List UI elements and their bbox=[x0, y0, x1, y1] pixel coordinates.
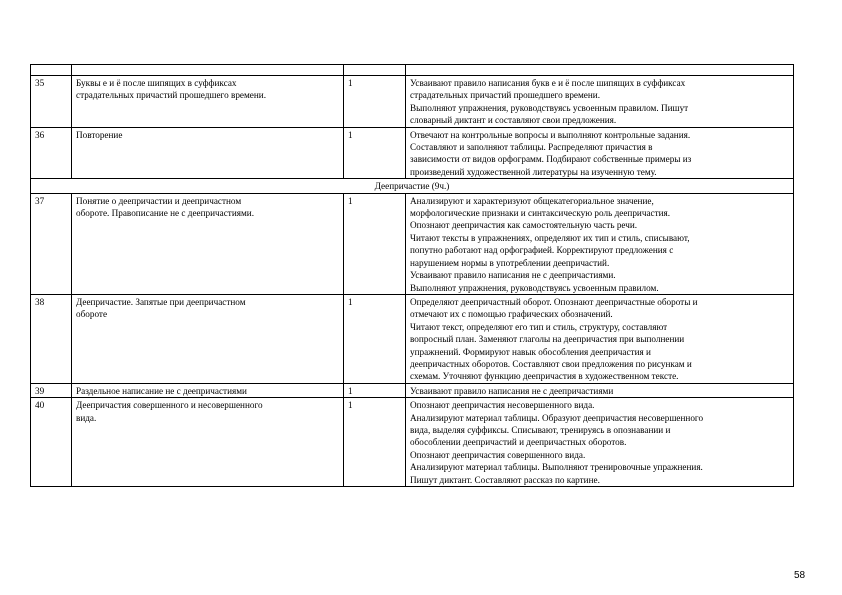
activity-line: Анализируют и характеризуют общекатегориальное значение, bbox=[410, 195, 654, 206]
activity-line: Усваивают правило написания не с деепричастиями bbox=[410, 385, 614, 396]
activity-line: Читают тексты в упражнениях, определяют их тип и стиль, списывают, bbox=[410, 232, 690, 243]
lesson-topic bbox=[72, 383, 344, 397]
activity-line: Опознают деепричастия как самостоятельную часть речи. bbox=[410, 220, 638, 231]
topic-line: Деепричастие. Запятые при деепричастном bbox=[76, 296, 246, 307]
activity-line: обособлении деепричастий и деепричастных оборотов. bbox=[410, 437, 627, 448]
lesson-row bbox=[31, 193, 794, 294]
activity-line: Читают текст, определяют его тип и стиль, структуру, составляют bbox=[410, 321, 668, 332]
activity-line: зависимости от видов орфограмм. Подбирают собственные примеры из bbox=[410, 154, 692, 165]
lesson-hours: 1 bbox=[344, 383, 406, 397]
lesson-hours: 1 bbox=[344, 398, 406, 487]
lesson-row bbox=[31, 127, 794, 179]
topic-line: страдательных причастий прошедшего времени. bbox=[76, 90, 267, 101]
lesson-number: 40 bbox=[31, 398, 72, 487]
activity-line: Составляют и заполняют таблицы. Распределяют причастия в bbox=[410, 142, 653, 153]
activity-line: морфологические признаки и синтаксическую роль деепричастия. bbox=[410, 208, 671, 219]
spacer-cell bbox=[31, 65, 72, 76]
topic-line: Буквы е и ё после шипящих в суффиксах bbox=[76, 78, 237, 88]
activity-line: нарушением нормы в употреблении деепричастий. bbox=[410, 257, 610, 268]
activity-line: Выполняют упражнения, руководствуясь усвоенным правилом. bbox=[410, 282, 659, 293]
lesson-number: 35 bbox=[31, 76, 72, 128]
activity-line: Усваивают правило написания не с деепричастиями. bbox=[410, 270, 616, 281]
activity-line: произведений художественной литературы на изученную тему. bbox=[410, 166, 657, 177]
lesson-plan-body bbox=[31, 65, 794, 487]
lesson-topic bbox=[72, 294, 344, 383]
lesson-topic bbox=[72, 398, 344, 487]
activity-line: упражнений. Формируют навык обособления деепричастия и bbox=[410, 346, 651, 357]
activity-line: Определяют деепричастный оборот. Опознают деепричастные обороты и bbox=[410, 296, 698, 307]
lesson-row bbox=[31, 76, 794, 128]
activity-line: отмечают их с помощью графических обозначений. bbox=[410, 309, 613, 320]
spacer-cell bbox=[406, 65, 794, 76]
section-title: Деепричастие (9ч.) bbox=[31, 179, 794, 193]
lesson-activities bbox=[406, 127, 794, 179]
activity-line: попутно работают над орфографией. Корректируют предложения с bbox=[410, 245, 674, 256]
section-row bbox=[31, 179, 794, 193]
lesson-activities bbox=[406, 193, 794, 294]
page-number: 58 bbox=[794, 570, 806, 581]
lesson-number: 37 bbox=[31, 193, 72, 294]
lesson-row bbox=[31, 294, 794, 383]
activity-line: Анализируют материал таблицы. Образуют деепричастия несовершенного bbox=[410, 412, 704, 423]
activity-line: вопросный план. Заменяют глаголы на деепричастия при выполнении bbox=[410, 334, 685, 345]
lesson-hours: 1 bbox=[344, 127, 406, 179]
lesson-row bbox=[31, 398, 794, 487]
lesson-plan-table bbox=[30, 64, 794, 487]
lesson-row bbox=[31, 383, 794, 397]
lesson-activities bbox=[406, 398, 794, 487]
lesson-number: 39 bbox=[31, 383, 72, 397]
lesson-topic bbox=[72, 76, 344, 128]
activity-line: страдательных причастий прошедшего времени. bbox=[410, 90, 601, 101]
lesson-activities bbox=[406, 76, 794, 128]
activity-line: Выполняют упражнения, руководствуясь усвоенным правилом. Пишут bbox=[410, 102, 689, 113]
topic-line: Повторение bbox=[76, 129, 123, 140]
topic-line: Понятие о деепричастии и деепричастном bbox=[76, 195, 242, 206]
activity-line: Анализируют материал таблицы. Выполняют тренировочные упражнения. bbox=[410, 462, 703, 473]
spacer-cell bbox=[344, 65, 406, 76]
activity-line: Опознают деепричастия несовершенного вида. bbox=[410, 400, 595, 411]
header-spacer-row bbox=[31, 65, 794, 76]
activity-line: схемам. Уточняют функцию деепричастия в художественном тексте. bbox=[410, 371, 679, 382]
activity-line: деепричастных оборотов. Составляют свои предложения по рисункам и bbox=[410, 358, 692, 369]
lesson-topic bbox=[72, 127, 344, 179]
lesson-number: 38 bbox=[31, 294, 72, 383]
activity-line: Опознают деепричастия совершенного вида. bbox=[410, 449, 586, 460]
activity-line: вида, выделяя суффиксы. Списывают, тренируясь в опознавании и bbox=[410, 424, 671, 435]
activity-line: Отвечают на контрольные вопросы и выполняют контрольные задания. bbox=[410, 129, 691, 140]
lesson-hours: 1 bbox=[344, 76, 406, 128]
lesson-number: 36 bbox=[31, 127, 72, 179]
lesson-topic bbox=[72, 193, 344, 294]
lesson-hours: 1 bbox=[344, 294, 406, 383]
topic-line: вида. bbox=[76, 412, 97, 423]
lesson-hours: 1 bbox=[344, 193, 406, 294]
spacer-cell bbox=[72, 65, 344, 76]
lesson-activities bbox=[406, 294, 794, 383]
lesson-activities bbox=[406, 383, 794, 397]
topic-line: обороте bbox=[76, 309, 108, 320]
activity-line: Пишут диктант. Составляют рассказ по картине. bbox=[410, 474, 600, 485]
activity-line: Усваивают правило написания букв е и ё после шипящих в суффиксах bbox=[410, 78, 686, 88]
topic-line: обороте. Правописание не с деепричастиями. bbox=[76, 208, 254, 219]
topic-line: Деепричастия совершенного и несовершенного bbox=[76, 400, 263, 411]
activity-line: словарный диктант и составляют свои предложения. bbox=[410, 115, 617, 126]
topic-line: Раздельное написание не с деепричастиями bbox=[76, 385, 247, 396]
